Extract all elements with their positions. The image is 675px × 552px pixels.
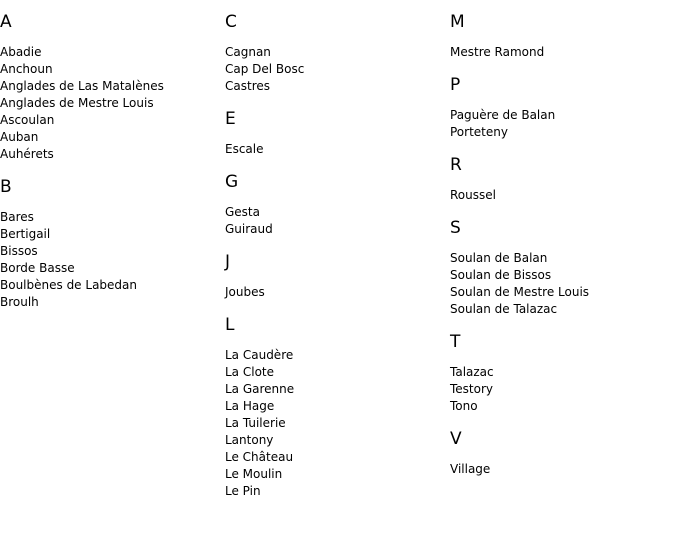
place-link[interactable]: Castres xyxy=(225,79,270,93)
place-list xyxy=(450,107,675,141)
letter-heading: E xyxy=(225,109,236,129)
place-link[interactable]: Gesta xyxy=(225,205,260,219)
place-link[interactable]: La Garenne xyxy=(225,382,295,396)
place-list xyxy=(450,187,675,204)
place-link[interactable]: Village xyxy=(450,462,491,476)
place-link[interactable]: Soulan de Balan xyxy=(450,251,548,265)
letter-heading: C xyxy=(225,12,237,32)
letter-heading: T xyxy=(450,332,461,352)
letter-group-t xyxy=(450,332,675,415)
place-link[interactable]: Le Moulin xyxy=(225,467,283,481)
place-link[interactable]: La Caudère xyxy=(225,348,294,362)
place-link[interactable]: Anglades de Las Matalènes xyxy=(0,79,164,93)
letter-group-m xyxy=(450,12,675,61)
place-link[interactable]: Testory xyxy=(450,382,494,396)
place-list xyxy=(225,284,450,301)
place-list xyxy=(0,44,225,163)
letter-group-s xyxy=(450,218,675,318)
place-link[interactable]: Guiraud xyxy=(225,222,273,236)
place-list xyxy=(225,204,450,238)
index-column-1 xyxy=(0,0,225,325)
letter-group-r xyxy=(450,155,675,204)
place-link[interactable]: La Tuilerie xyxy=(225,416,286,430)
place-list xyxy=(225,44,450,95)
place-link[interactable]: Talazac xyxy=(450,365,494,379)
letter-heading: S xyxy=(450,218,461,238)
place-link[interactable]: Ascoulan xyxy=(0,113,55,127)
letter-group-j xyxy=(225,252,450,301)
letter-heading: J xyxy=(225,252,231,272)
place-link[interactable]: Le Château xyxy=(225,450,294,464)
place-link[interactable]: Roussel xyxy=(450,188,496,202)
place-link[interactable]: Paguère de Balan xyxy=(450,108,556,122)
letter-heading: L xyxy=(225,315,235,335)
place-list xyxy=(450,44,675,61)
place-list xyxy=(450,250,675,318)
letter-heading: A xyxy=(0,12,12,32)
place-list xyxy=(225,347,450,500)
letter-heading: M xyxy=(450,12,465,32)
letter-heading: P xyxy=(450,75,461,95)
place-link[interactable]: Cagnan xyxy=(225,45,271,59)
place-link[interactable]: Abadie xyxy=(0,45,42,59)
place-link[interactable]: Borde Basse xyxy=(0,261,75,275)
place-link[interactable]: Cap Del Bosc xyxy=(225,62,305,76)
index-column-3 xyxy=(450,0,675,492)
letter-group-g xyxy=(225,172,450,238)
place-link[interactable]: Escale xyxy=(225,142,264,156)
place-list xyxy=(225,141,450,158)
letter-group-l xyxy=(225,315,450,500)
place-link[interactable]: Bares xyxy=(0,210,34,224)
place-list xyxy=(450,461,675,478)
place-link[interactable]: Le Pin xyxy=(225,484,261,498)
place-link[interactable]: Lantony xyxy=(225,433,274,447)
place-link[interactable]: Boulbènes de Labedan xyxy=(0,278,137,292)
place-link[interactable]: Soulan de Bissos xyxy=(450,268,552,282)
letter-group-p xyxy=(450,75,675,141)
letter-group-a xyxy=(0,12,225,163)
place-link[interactable]: La Hage xyxy=(225,399,275,413)
place-link[interactable]: Bertigail xyxy=(0,227,51,241)
place-link[interactable]: Anglades de Mestre Louis xyxy=(0,96,154,110)
place-link[interactable]: Broulh xyxy=(0,295,39,309)
letter-heading: R xyxy=(450,155,462,175)
place-link[interactable]: Anchoun xyxy=(0,62,53,76)
place-link[interactable]: Auhérets xyxy=(0,147,54,161)
letter-group-b xyxy=(0,177,225,311)
place-link[interactable]: Mestre Ramond xyxy=(450,45,545,59)
place-link[interactable]: Bissos xyxy=(0,244,38,258)
place-link[interactable]: Auban xyxy=(0,130,39,144)
place-link[interactable]: La Clote xyxy=(225,365,274,379)
place-list xyxy=(450,364,675,415)
letter-heading: G xyxy=(225,172,239,192)
place-link[interactable]: Tono xyxy=(450,399,478,413)
letter-heading: V xyxy=(450,429,462,449)
letter-group-c xyxy=(225,12,450,95)
place-link[interactable]: Joubes xyxy=(225,285,265,299)
place-link[interactable]: Soulan de Talazac xyxy=(450,302,558,316)
letter-group-v xyxy=(450,429,675,478)
index-column-2 xyxy=(225,0,450,514)
place-link[interactable]: Soulan de Mestre Louis xyxy=(450,285,590,299)
place-link[interactable]: Porteteny xyxy=(450,125,508,139)
place-list xyxy=(0,209,225,311)
letter-heading: B xyxy=(0,177,12,197)
letter-group-e xyxy=(225,109,450,158)
